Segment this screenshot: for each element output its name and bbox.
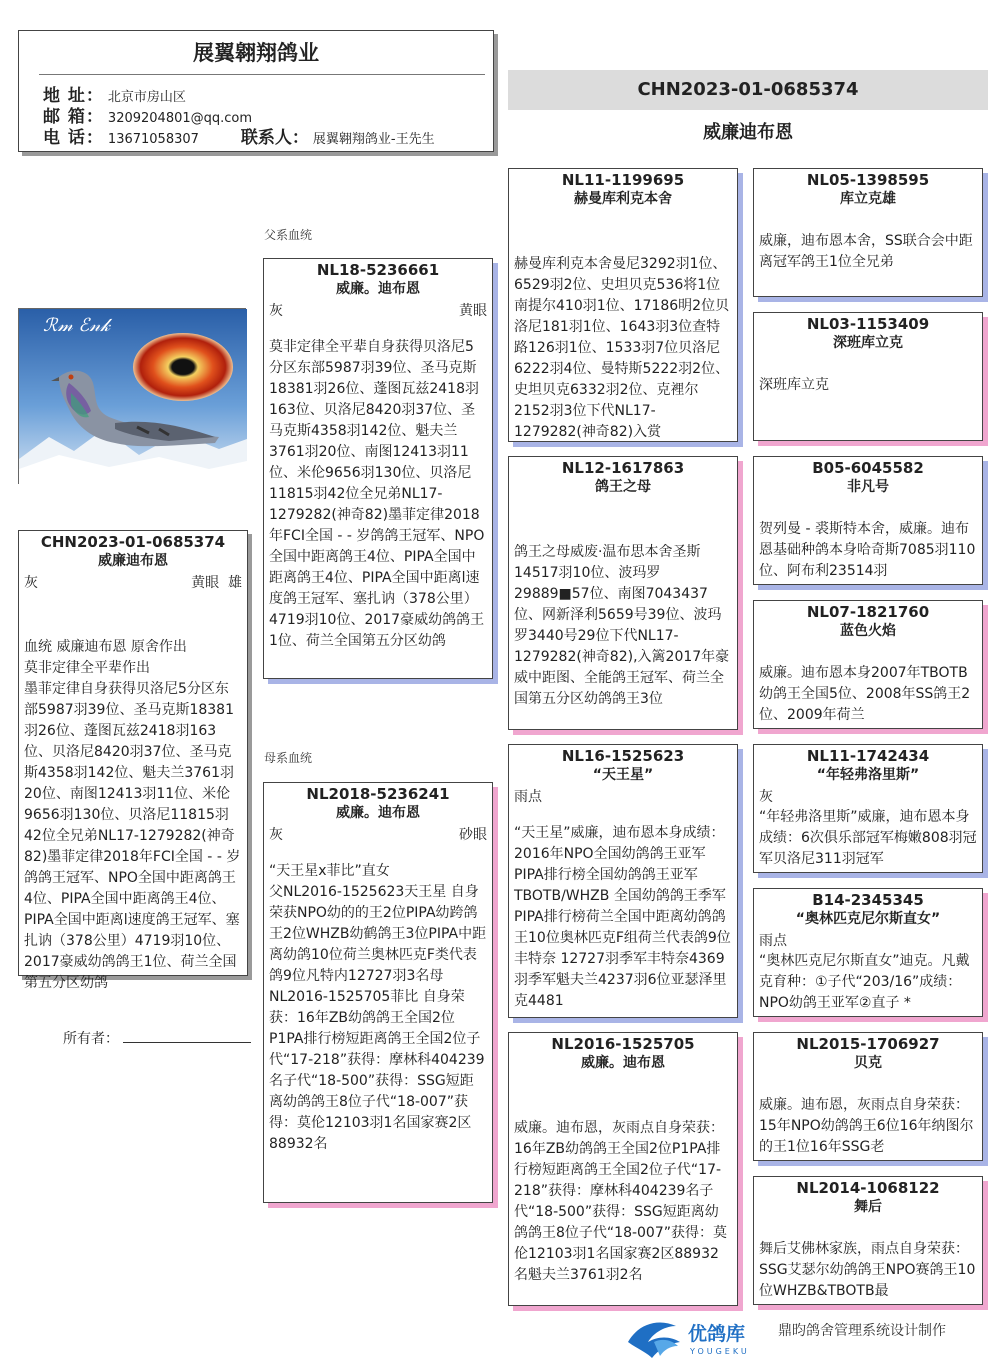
owner-field [63,1028,251,1049]
sire-dam-description: 鸽王之母威废·温布思本舍圣斯14517羽10位、波玛罗29889■57位、南图7043437位、网新泽利5659号39位、波玛罗3440号29位下代NL17-1279282(神奇82),入篱2017年豪威中距图、全能鸽王冠军、荷兰全国第五分区幼鸽鸽王3位 [514,544,730,707]
sire-ring: NL18-5236661 [316,261,440,279]
dsd-name: “奥林匹克尼尔斯直女” [795,911,941,927]
dsd-traits [754,931,982,951]
sdd-name: 蓝色火焰 [840,623,896,639]
dam-traits [264,825,492,845]
phone-value: 13671058307 [107,132,199,147]
subject-traits [19,573,247,593]
dss-description: “年轻弗洛里斯”威廉，迪布恩本身成绩：6次俱乐部冠军梅嫩808羽冠军贝洛尼311羽冠军 [759,809,977,867]
sire-line-label: 父系血统 [264,228,313,242]
dss-color: 灰 [759,789,773,805]
dam-dam-name: 威廉。迪布恩 [581,1055,665,1071]
dam-sire-color: 雨点 [514,789,542,805]
pigeon-logo-icon [624,1312,774,1360]
sire-sire-name: 赫曼库利克本舍 [574,191,672,207]
brand-name-en: YOUGEKU [690,1347,750,1356]
loft-info-card [18,30,494,152]
photo-watermark-logo: ℛ𝓂 ℰ𝓃𝓀 [43,315,110,336]
email-label: 邮 箱： [43,107,104,127]
ddd-name: 舞后 [854,1199,882,1215]
dds-description: 威廉。迪布恩，灰雨点自身荣获：15年NPO幼鸽鸽王6位16年纳图尔的王1位16年SSG老 [759,1097,974,1155]
sire-sire-card [508,168,738,442]
pigeon-photo [18,308,246,484]
brand-name: 优鸽库 [688,1323,746,1345]
dam-sire-ring: NL16-1525623 [561,747,685,765]
dam-sire-name: “天王星” [592,767,654,783]
sds-name: 非凡号 [847,479,889,495]
sire-name: 威廉。迪布恩 [336,281,420,297]
subject-sex: 雄 [228,575,242,591]
dsd-ring: B14-2345345 [812,891,924,909]
subject-pedigree-card [18,530,248,991]
dss-traits [754,787,982,807]
ddd-description: 舞后艾佛林家族，雨点自身荣获：SSG艾瑟尔幼鸽鸽王NPO赛鸽王10位WHZB&TBOTB最 [759,1241,976,1299]
sire-dam-ring: NL12-1617863 [561,459,685,477]
sire-sire-dam-card [753,312,983,441]
sire-traits [264,301,492,321]
footer-credit: 鼎昀鸽舍管理系统设计制作 [778,1323,946,1339]
dam-sire-description: “天王星”威廉，迪布恩本身成绩：2016年NPO全国幼鸽鸽王亚军PIPA排行榜全国幼鸽鸽王亚军TBOTB/WHZB 全国幼鸽鸽王季军PIPA排行榜荷兰全国中距离幼鸽鸽王10位奥林匹克F组荷兰代表鸽9位丰特奈 12727羽季军丰特奈4369羽季军魁夫兰4237羽6位亚瑟泽里克4481 [514,825,731,1009]
ssd-ring: NL03-1153409 [806,315,930,333]
ssd-name: 深班库立克 [833,335,903,351]
sire-sire-description: 赫曼库利克本舍曼尼3292羽1位、6529羽2位、史坦贝克536将1位南提尔410羽1位、17186明2位贝洛尼181羽1位、1643羽3位查特路126羽1位、1533羽7位贝洛尼 6222羽4位、曼特斯5222羽2位、史坦贝克6332羽2位、克裡尔2152羽3位下代NL17-1279282(神奇82)入赏 [514,256,730,440]
sire-dam-sire-card [753,456,983,585]
sss-ring: NL05-1398595 [806,171,930,189]
yougeku-logo [624,1312,774,1360]
sire-sire-ring: NL11-1199695 [561,171,685,189]
dam-dam-card [508,1032,738,1306]
dss-name: “年轻弗洛里斯” [816,767,920,783]
dds-ring: NL2015-1706927 [796,1035,940,1053]
phone-label: 电 话： [43,128,104,148]
subject-ring-banner: CHN2023-01-0685374 [508,70,988,110]
dam-sire-traits [509,787,737,807]
sire-dam-name: 鸽王之母 [595,479,651,495]
dam-sire-sire-card [753,744,983,873]
contact-label: 联系人： [240,128,309,148]
dam-dam-sire-card [753,1032,983,1161]
sire-card [263,258,493,679]
dam-dam-description: 威廉。迪布恩，灰雨点自身荣获：16年ZB幼鸽鸽王全国2位P1PA排行榜短距离鸽王全国2位子代“17-218”获得：摩林科404239名子代“18-500”获得：SSG短距离幼鸽鸽王8位子代“18-007”获得：莫伦12103羽1名国家赛2区88932名魁夫兰3761羽2名 [514,1120,728,1283]
sire-color: 灰 [269,303,283,319]
dam-card [263,782,493,1203]
sire-eye: 黄眼 [459,303,487,319]
dam-description: “天王星x菲比”直女 父NL2016-1525623天王星 自身荣获NPO幼的的王2位PIPA幼跨鸽王2位WHZB幼鹤鸽王3位PIPA中距离幼鸽10位荷兰奥林匹克F类代表鸽9位凡特内12727羽3名母NL2016-1525705菲比 自身荣获：16年ZB幼鸽鸽王全国2位P1PA排行榜短距离鸽王全国2位子代“17-218”获得：摩林科404239名子代“18-500”获得：SSG短距离幼鸽鸽王8位子代“18-007”获得：莫伦12103羽1名国家赛2区88932名 [269,863,487,1152]
sds-description: 贺列曼 - 裘斯特本舍，威廉。迪布恩基础种鸽本身哈奇斯7085羽110位、阿布利23514羽 [759,521,976,579]
sdd-ring: NL07-1821760 [806,603,930,621]
phone-row [43,129,435,149]
dsd-color: 雨点 [759,933,787,949]
subject-name: 威廉迪布恩 [98,553,168,569]
dam-dam-dam-card [753,1176,983,1305]
subject-ring: CHN2023-01-0685374 [40,533,226,551]
dam-name: 威廉。迪布恩 [336,805,420,821]
sire-dam-dam-card [753,600,983,729]
dam-color: 灰 [269,827,283,843]
sire-description: 莫非定律全平辈自身获得贝洛尼5分区东部5987羽39位、圣马克斯18381羽26位、蓬图瓦兹2418羽163位、贝洛尼8420羽37位、圣马克斯4358羽142位、魁夫兰3761羽20位、南图12413羽11位、米伦9656羽130位、贝洛尼11815羽42位全兄弟NL17-1279282(神奇82)墨菲定律2018年FCI全国 - - 岁鸽鸽王冠军、NPO全国中距离鸽王4位、PIPA全国中距离鸽王4位、PIPA全国中距离l速度鸽王冠军、塞扎讷（378公里）4719羽10位、2017豪威幼鸽鸽王1位、荷兰全国第五分区幼鸽 [269,339,485,649]
subject-eye-sex [191,573,242,593]
dam-line-label: 母系血统 [264,751,313,765]
address-label: 地 址： [43,86,104,106]
address-value: 北京市房山区 [107,90,186,105]
dam-sire-dam-card [753,888,983,1017]
owner-label: 所有者： [63,1031,119,1047]
dam-eye: 砂眼 [459,827,487,843]
sss-name: 库立克雄 [840,191,896,207]
dam-dam-ring: NL2016-1525705 [551,1035,695,1053]
owner-line[interactable] [123,1028,251,1043]
dam-ring: NL2018-5236241 [306,785,450,803]
subject-eye: 黄眼 [191,575,220,591]
subject-name-heading: 威廉迪布恩 [703,122,793,143]
pigeon-illustration [19,309,247,485]
sdd-description: 威廉。迪布恩本身2007年TBOTB幼鸽王全国5位、2008年SS鸽王2位、2009年荷兰 [759,665,971,723]
email-row [43,108,252,128]
dds-name: 贝克 [854,1055,882,1071]
ssd-description: 深班库立克 [759,377,829,393]
sire-dam-card [508,456,738,730]
subject-color: 灰 [24,575,38,591]
sds-ring: B05-6045582 [812,459,924,477]
email-value[interactable]: 3209204801@qq.com [107,111,253,126]
sss-description: 威廉，迪布恩本舍，SS联合会中距离冠军鸽王1位全兄弟 [759,233,973,270]
dss-ring: NL11-1742434 [806,747,930,765]
header-divider [39,74,485,75]
dam-sire-card [508,744,738,1018]
loft-title: 展翼翱翔鸽业 [193,41,319,65]
sire-sire-sire-card [753,168,983,297]
subject-description: 血统 威廉迪布恩 原舍作出 莫非定律全平辈作出 墨菲定律自身获得贝洛尼5分区东部5987羽39位、圣马克斯18381羽26位、蓬图瓦兹2418羽163位、贝洛尼8420羽37位、圣马克斯4358羽142位、魁夫兰3761羽20位、南图12413羽11位、米伦9656羽130位、贝洛尼11815羽42位全兄弟NL17-1279282(神奇82)墨菲定律2018年FCI全国 - - 岁鸽鸽王冠军、NPO全国中距离鸽王4位、PIPA全国中距离鸽王4位、PIPA全国中距离l速度鸽王冠军、塞扎讷（378公里）4719羽10位、2017豪威幼鸽鸽王1位、荷兰全国第五分区幼鸽 [24,639,241,991]
address-row [43,87,186,107]
ddd-ring: NL2014-1068122 [796,1179,940,1197]
dsd-description: “奥林匹克尼尔斯直女”迪克。凡戴克育种：①子代“203/16”成绩：NPO幼鸽王亚军②直子 * [759,953,970,1011]
contact-value: 展翼翱翔鸽业-王先生 [312,132,435,147]
